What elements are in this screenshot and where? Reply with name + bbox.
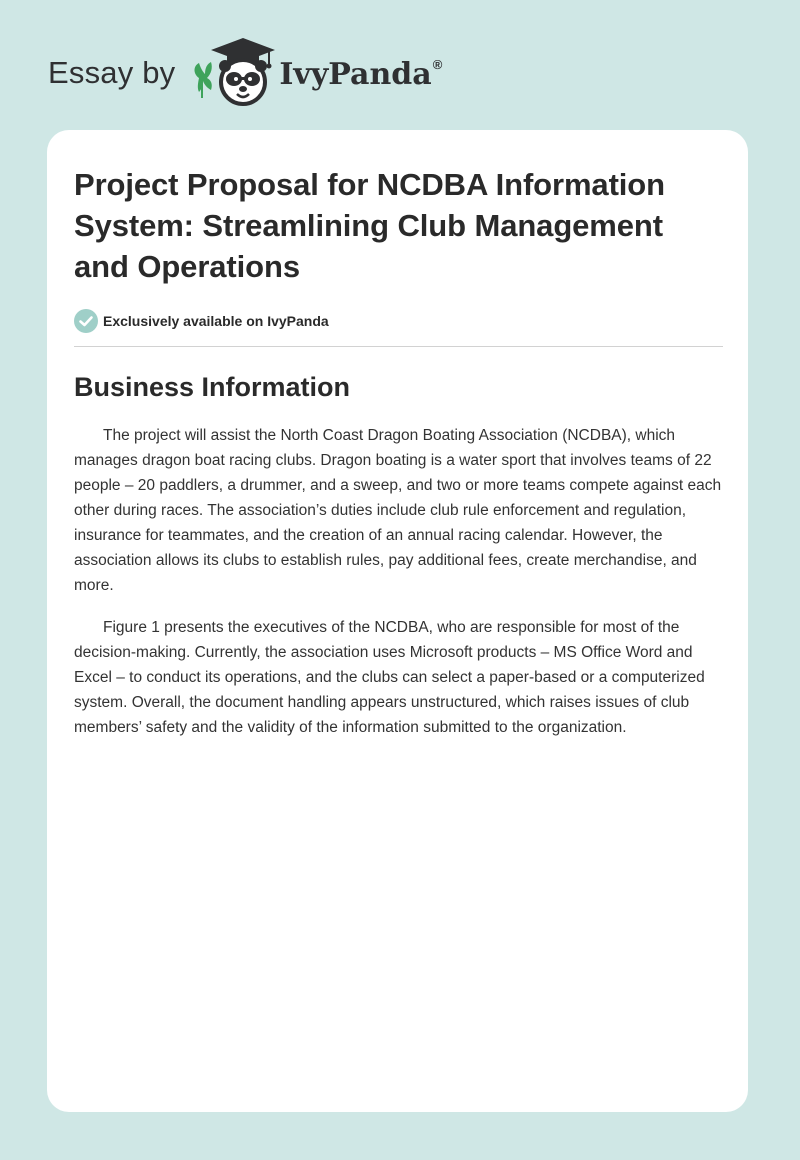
section-heading: Business Information	[74, 372, 351, 402]
essay-content	[74, 164, 723, 740]
paragraph-1: The project will assist the North Coast Dragon Boating Association (NCDBA), which manages dragon boat racing clubs. Dragon boating is a water sport that involves teams of 22 people – 20 paddlers, a drummer, and a sweep, and two or more teams compete against each other during races. The association’s duties include club rule enforcement and regulation, insurance for teammates, and the creation of an annual racing calendar. However, the association allows its clubs to establish rules, pay additional fees, create merchandise, and more.	[74, 427, 722, 594]
exclusive-badge	[74, 309, 723, 333]
essay-card	[47, 130, 748, 1112]
badge-text: Exclusively available on IvyPanda	[103, 313, 329, 329]
brand-header[interactable]	[48, 36, 442, 108]
brand-prefix: Essay by	[48, 54, 176, 90]
check-circle-icon	[74, 309, 98, 333]
brand-name: IvyPanda®	[279, 57, 443, 92]
paragraph-2: Figure 1 presents the executives of the NCDBA, who are responsible for most of the decision-making. Currently, the association uses Microsoft products – MS Office Word and Excel – to conduct its operations, and the clubs can select a paper-based or a computerized system. Overall, the document handling appears unstructured, which raises issues of club members’ safety and the validity of the information submitted to the organization.	[74, 619, 705, 736]
registered-mark: ®	[432, 57, 443, 72]
page-title: Project Proposal for NCDBA Information System: Streamlining Club Management and Operations	[74, 167, 665, 284]
panda-logo-icon	[191, 36, 281, 108]
divider	[74, 346, 723, 347]
